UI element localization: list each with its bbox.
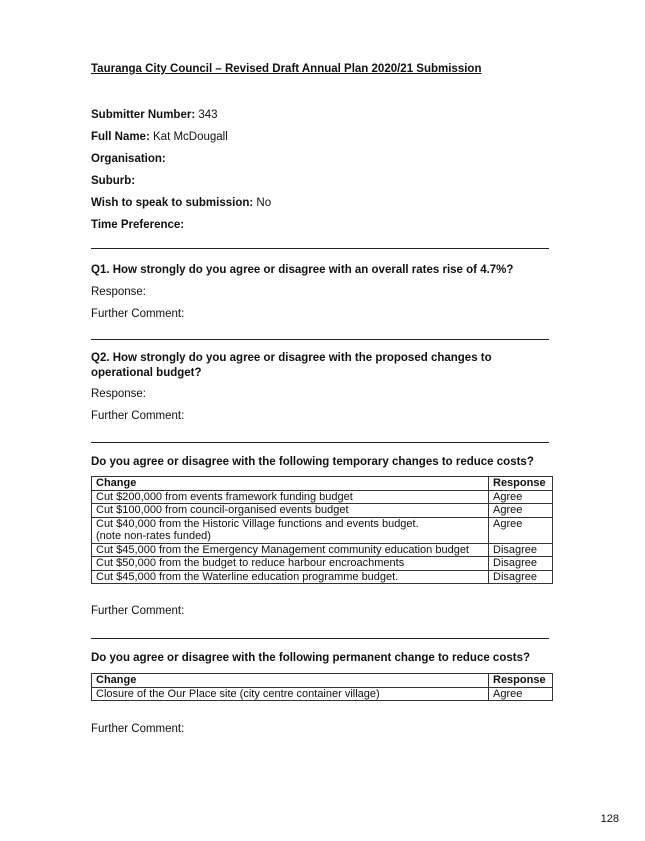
permanent-changes-table	[91, 673, 553, 701]
change-cell: Cut $50,000 from the budget to reduce harbour encroachments	[92, 557, 489, 571]
change-cell: Closure of the Our Place site (city centre container village)	[92, 687, 489, 701]
time-preference-label: Time Preference:	[91, 219, 185, 231]
table-row	[92, 504, 553, 518]
speak-field	[91, 197, 271, 209]
response-cell: Agree	[489, 687, 553, 701]
table-row	[92, 517, 553, 543]
full-name-value: Kat McDougall	[153, 131, 228, 143]
temporary-comment-label: Further Comment:	[91, 605, 185, 617]
change-column-header: Change	[92, 477, 489, 491]
response-cell: Disagree	[489, 557, 553, 571]
table-row	[92, 570, 553, 584]
organisation-field	[91, 153, 166, 165]
change-cell: Cut $100,000 from council-organised events budget	[92, 504, 489, 518]
change-column-header: Change	[92, 674, 489, 688]
q1-comment-label: Further Comment:	[91, 308, 185, 320]
speak-label: Wish to speak to submission:	[91, 197, 254, 209]
response-column-header: Response	[489, 477, 553, 491]
organisation-label: Organisation:	[91, 153, 166, 165]
speak-value: No	[256, 197, 272, 209]
response-cell: Agree	[489, 504, 553, 518]
q1-response-label: Response:	[91, 286, 146, 298]
response-cell: Agree	[489, 517, 553, 543]
table-row	[92, 687, 553, 701]
document-title: Tauranga City Council – Revised Draft Annual Plan 2020/21 Submission	[91, 63, 482, 75]
temporary-changes-table	[91, 476, 553, 584]
q2-comment-label: Further Comment:	[91, 410, 185, 422]
change-note: (note non-rates funded)	[96, 530, 211, 542]
suburb-field	[91, 175, 135, 187]
temporary-question: Do you agree or disagree with the following temporary changes to reduce costs?	[91, 456, 534, 468]
change-text: Cut $40,000 from the Historic Village functions and events budget.	[96, 517, 419, 530]
divider	[91, 638, 549, 639]
divider	[91, 442, 549, 443]
submitter-number-label: Submitter Number:	[91, 109, 196, 121]
table-row	[92, 557, 553, 571]
permanent-question: Do you agree or disagree with the following permanent change to reduce costs?	[91, 652, 530, 664]
q2-question: Q2. How strongly do you agree or disagree with the proposed changes to operational budget?	[91, 352, 492, 379]
suburb-label: Suburb:	[91, 175, 136, 187]
q2-response-label: Response:	[91, 388, 146, 400]
permanent-comment-label: Further Comment:	[91, 723, 185, 735]
q1-question: Q1. How strongly do you agree or disagree with an overall rates rise of 4.7%?	[91, 264, 514, 276]
response-cell: Agree	[489, 490, 553, 504]
full-name-field	[91, 131, 228, 143]
table-header-row	[92, 674, 553, 688]
change-cell: Cut $45,000 from the Emergency Management community education budget	[92, 543, 489, 557]
table-row	[92, 543, 553, 557]
response-cell: Disagree	[489, 543, 553, 557]
change-cell: Cut $200,000 from events framework funding budget	[92, 490, 489, 504]
table-row	[92, 490, 553, 504]
full-name-label: Full Name:	[91, 131, 150, 143]
submitter-number-value: 343	[198, 109, 218, 121]
divider	[91, 248, 549, 249]
table-header-row	[92, 477, 553, 491]
response-cell: Disagree	[489, 570, 553, 584]
change-cell	[92, 517, 489, 543]
divider	[91, 339, 549, 340]
submitter-number-field	[91, 109, 218, 121]
time-preference-field	[91, 219, 184, 231]
change-cell: Cut $45,000 from the Waterline education programme budget.	[92, 570, 489, 584]
response-column-header: Response	[489, 674, 553, 688]
page-number: 128	[600, 813, 619, 825]
